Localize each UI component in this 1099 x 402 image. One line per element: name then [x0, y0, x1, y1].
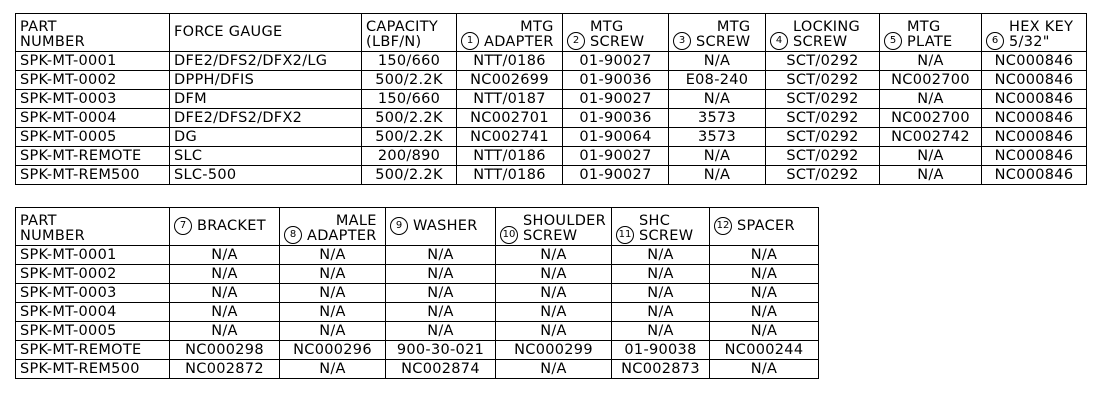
- callout-number-icon: 3: [673, 32, 691, 50]
- washer-cell: NC002874: [386, 360, 496, 379]
- locking-screw-cell: SCT/0292: [766, 128, 880, 147]
- part-number-cell: SPK-MT-0005: [16, 322, 170, 341]
- part-number-cell: SPK-MT-0001: [16, 246, 170, 265]
- table-row: [16, 265, 819, 284]
- shoulder-screw-cell: NC000299: [496, 341, 612, 360]
- callout-number-icon: 11: [616, 226, 634, 244]
- callout-number-icon: 10: [500, 226, 518, 244]
- header-mtg-screw-2: 2 MTG SCREW: [563, 14, 669, 52]
- washer-cell: N/A: [386, 322, 496, 341]
- header-spacer: 12 SPACER: [710, 208, 819, 246]
- callout-number-icon: 5: [884, 32, 902, 50]
- hex-key-cell: NC000846: [982, 90, 1087, 109]
- hex-key-cell: NC000846: [982, 71, 1087, 90]
- parts-table-2: [15, 207, 819, 379]
- mtg-plate-cell: N/A: [880, 147, 982, 166]
- male-adapter-cell: N/A: [280, 322, 386, 341]
- table-row: [16, 52, 1087, 71]
- part-number-cell: SPK-MT-0003: [16, 284, 170, 303]
- mtg-screw-cell: N/A: [669, 147, 766, 166]
- table-row: [16, 322, 819, 341]
- bracket-cell: N/A: [170, 303, 280, 322]
- table-row: [16, 341, 819, 360]
- mtg-screw-cell: 3573: [669, 109, 766, 128]
- part-number-cell: SPK-MT-REM500: [16, 360, 170, 379]
- mtg-screw-cell: E08-240: [669, 71, 766, 90]
- force-gauge-cell: DFM: [170, 90, 362, 109]
- hex-key-cell: NC000846: [982, 52, 1087, 71]
- mtg-plate-cell: NC002742: [880, 128, 982, 147]
- mtg-screw-cell: 01-90036: [563, 71, 669, 90]
- callout-number-icon: 12: [714, 217, 732, 235]
- callout-number-icon: 8: [284, 226, 302, 244]
- table-row: [16, 109, 1087, 128]
- shoulder-screw-cell: N/A: [496, 284, 612, 303]
- callout-number-icon: 2: [567, 32, 585, 50]
- part-number-cell: SPK-MT-0005: [16, 128, 170, 147]
- locking-screw-cell: SCT/0292: [766, 147, 880, 166]
- mtg-screw-cell: 01-90027: [563, 147, 669, 166]
- callout-number-icon: 7: [174, 217, 192, 235]
- capacity-cell: 500/2.2K: [362, 71, 457, 90]
- spacer-cell: NC000244: [710, 341, 819, 360]
- force-gauge-cell: DFE2/DFS2/DFX2: [170, 109, 362, 128]
- table-row: [16, 360, 819, 379]
- header-male-adapter: 8 MALE ADAPTER: [280, 208, 386, 246]
- shc-screw-cell: N/A: [612, 246, 710, 265]
- part-number-cell: SPK-MT-0004: [16, 109, 170, 128]
- hex-key-cell: NC000846: [982, 166, 1087, 185]
- hex-key-cell: NC000846: [982, 147, 1087, 166]
- shc-screw-cell: N/A: [612, 322, 710, 341]
- callout-number-icon: 9: [390, 217, 408, 235]
- bracket-cell: N/A: [170, 284, 280, 303]
- table-row: [16, 147, 1087, 166]
- mtg-screw-cell: 01-90036: [563, 109, 669, 128]
- washer-cell: 900-30-021: [386, 341, 496, 360]
- shc-screw-cell: 01-90038: [612, 341, 710, 360]
- header-shoulder-screw: 10 SHOULDER SCREW: [496, 208, 612, 246]
- header-bracket: 7 BRACKET: [170, 208, 280, 246]
- shc-screw-cell: N/A: [612, 284, 710, 303]
- shoulder-screw-cell: N/A: [496, 265, 612, 284]
- male-adapter-cell: NC000296: [280, 341, 386, 360]
- header-part-number: PART NUMBER: [16, 208, 170, 246]
- hex-key-cell: NC000846: [982, 109, 1087, 128]
- part-number-cell: SPK-MT-0002: [16, 71, 170, 90]
- locking-screw-cell: SCT/0292: [766, 52, 880, 71]
- male-adapter-cell: N/A: [280, 360, 386, 379]
- male-adapter-cell: N/A: [280, 284, 386, 303]
- shc-screw-cell: N/A: [612, 265, 710, 284]
- mtg-screw-cell: N/A: [669, 90, 766, 109]
- part-number-cell: SPK-MT-0004: [16, 303, 170, 322]
- mtg-screw-cell: 3573: [669, 128, 766, 147]
- bracket-cell: NC002872: [170, 360, 280, 379]
- locking-screw-cell: SCT/0292: [766, 166, 880, 185]
- male-adapter-cell: N/A: [280, 303, 386, 322]
- header-shc-screw: 11 SHC SCREW: [612, 208, 710, 246]
- spacer-cell: N/A: [710, 265, 819, 284]
- callout-number-icon: 4: [770, 32, 788, 50]
- part-number-cell: SPK-MT-0002: [16, 265, 170, 284]
- mtg-screw-cell: 01-90027: [563, 52, 669, 71]
- mtg-adapter-cell: NTT/0186: [457, 166, 563, 185]
- table-row: [16, 246, 819, 265]
- part-number-cell: SPK-MT-0003: [16, 90, 170, 109]
- mtg-plate-cell: N/A: [880, 52, 982, 71]
- mtg-screw-cell: 01-90064: [563, 128, 669, 147]
- force-gauge-cell: SLC: [170, 147, 362, 166]
- locking-screw-cell: SCT/0292: [766, 109, 880, 128]
- force-gauge-cell: DG: [170, 128, 362, 147]
- bracket-cell: NC000298: [170, 341, 280, 360]
- locking-screw-cell: SCT/0292: [766, 71, 880, 90]
- washer-cell: N/A: [386, 284, 496, 303]
- part-number-cell: SPK-MT-REMOTE: [16, 341, 170, 360]
- table-row: [16, 166, 1087, 185]
- force-gauge-cell: SLC-500: [170, 166, 362, 185]
- mtg-screw-cell: 01-90027: [563, 166, 669, 185]
- force-gauge-cell: DPPH/DFIS: [170, 71, 362, 90]
- part-number-cell: SPK-MT-0001: [16, 52, 170, 71]
- table-row: [16, 71, 1087, 90]
- callout-number-icon: 6: [986, 32, 1004, 50]
- locking-screw-cell: SCT/0292: [766, 90, 880, 109]
- washer-cell: N/A: [386, 303, 496, 322]
- header-washer: 9 WASHER: [386, 208, 496, 246]
- mtg-screw-cell: 01-90027: [563, 90, 669, 109]
- mtg-adapter-cell: NC002741: [457, 128, 563, 147]
- table-row: [16, 90, 1087, 109]
- mtg-plate-cell: N/A: [880, 90, 982, 109]
- bracket-cell: N/A: [170, 246, 280, 265]
- mtg-screw-cell: N/A: [669, 52, 766, 71]
- mtg-screw-cell: N/A: [669, 166, 766, 185]
- capacity-cell: 150/660: [362, 52, 457, 71]
- table-row: [16, 303, 819, 322]
- mtg-plate-cell: NC002700: [880, 71, 982, 90]
- header-capacity: CAPACITY (LBF/N): [362, 14, 457, 52]
- header-hex-key: 6 HEX KEY 5/32": [982, 14, 1087, 52]
- male-adapter-cell: N/A: [280, 265, 386, 284]
- bracket-cell: N/A: [170, 265, 280, 284]
- mtg-adapter-cell: NC002701: [457, 109, 563, 128]
- hex-key-cell: NC000846: [982, 128, 1087, 147]
- shoulder-screw-cell: N/A: [496, 303, 612, 322]
- callout-number-icon: 1: [461, 32, 479, 50]
- capacity-cell: 500/2.2K: [362, 109, 457, 128]
- header-force-gauge: FORCE GAUGE: [170, 14, 362, 52]
- bracket-cell: N/A: [170, 322, 280, 341]
- header-part-number: PART NUMBER: [16, 14, 170, 52]
- mtg-plate-cell: NC002700: [880, 109, 982, 128]
- mtg-adapter-cell: NTT/0186: [457, 52, 563, 71]
- table-header-row: [16, 208, 819, 246]
- table-row: [16, 284, 819, 303]
- mtg-plate-cell: N/A: [880, 166, 982, 185]
- spacer-cell: N/A: [710, 284, 819, 303]
- spacer-cell: N/A: [710, 303, 819, 322]
- capacity-cell: 500/2.2K: [362, 128, 457, 147]
- shc-screw-cell: NC002873: [612, 360, 710, 379]
- header-mtg-adapter: 1 MTG ADAPTER: [457, 14, 563, 52]
- spacer-cell: N/A: [710, 360, 819, 379]
- shoulder-screw-cell: N/A: [496, 322, 612, 341]
- header-mtg-plate: 5 MTG PLATE: [880, 14, 982, 52]
- shc-screw-cell: N/A: [612, 303, 710, 322]
- header-mtg-screw-3: 3 MTG SCREW: [669, 14, 766, 52]
- mtg-adapter-cell: NTT/0186: [457, 147, 563, 166]
- header-locking-screw: 4 LOCKING SCREW: [766, 14, 880, 52]
- table-row: [16, 128, 1087, 147]
- shoulder-screw-cell: N/A: [496, 246, 612, 265]
- spacer-cell: N/A: [710, 322, 819, 341]
- mtg-adapter-cell: NTT/0187: [457, 90, 563, 109]
- part-number-cell: SPK-MT-REMOTE: [16, 147, 170, 166]
- capacity-cell: 500/2.2K: [362, 166, 457, 185]
- parts-table-1: [15, 13, 1087, 185]
- part-number-cell: SPK-MT-REM500: [16, 166, 170, 185]
- shoulder-screw-cell: N/A: [496, 360, 612, 379]
- capacity-cell: 200/890: [362, 147, 457, 166]
- washer-cell: N/A: [386, 246, 496, 265]
- table-header-row: [16, 14, 1087, 52]
- washer-cell: N/A: [386, 265, 496, 284]
- mtg-adapter-cell: NC002699: [457, 71, 563, 90]
- force-gauge-cell: DFE2/DFS2/DFX2/LG: [170, 52, 362, 71]
- male-adapter-cell: N/A: [280, 246, 386, 265]
- spacer-cell: N/A: [710, 246, 819, 265]
- capacity-cell: 150/660: [362, 90, 457, 109]
